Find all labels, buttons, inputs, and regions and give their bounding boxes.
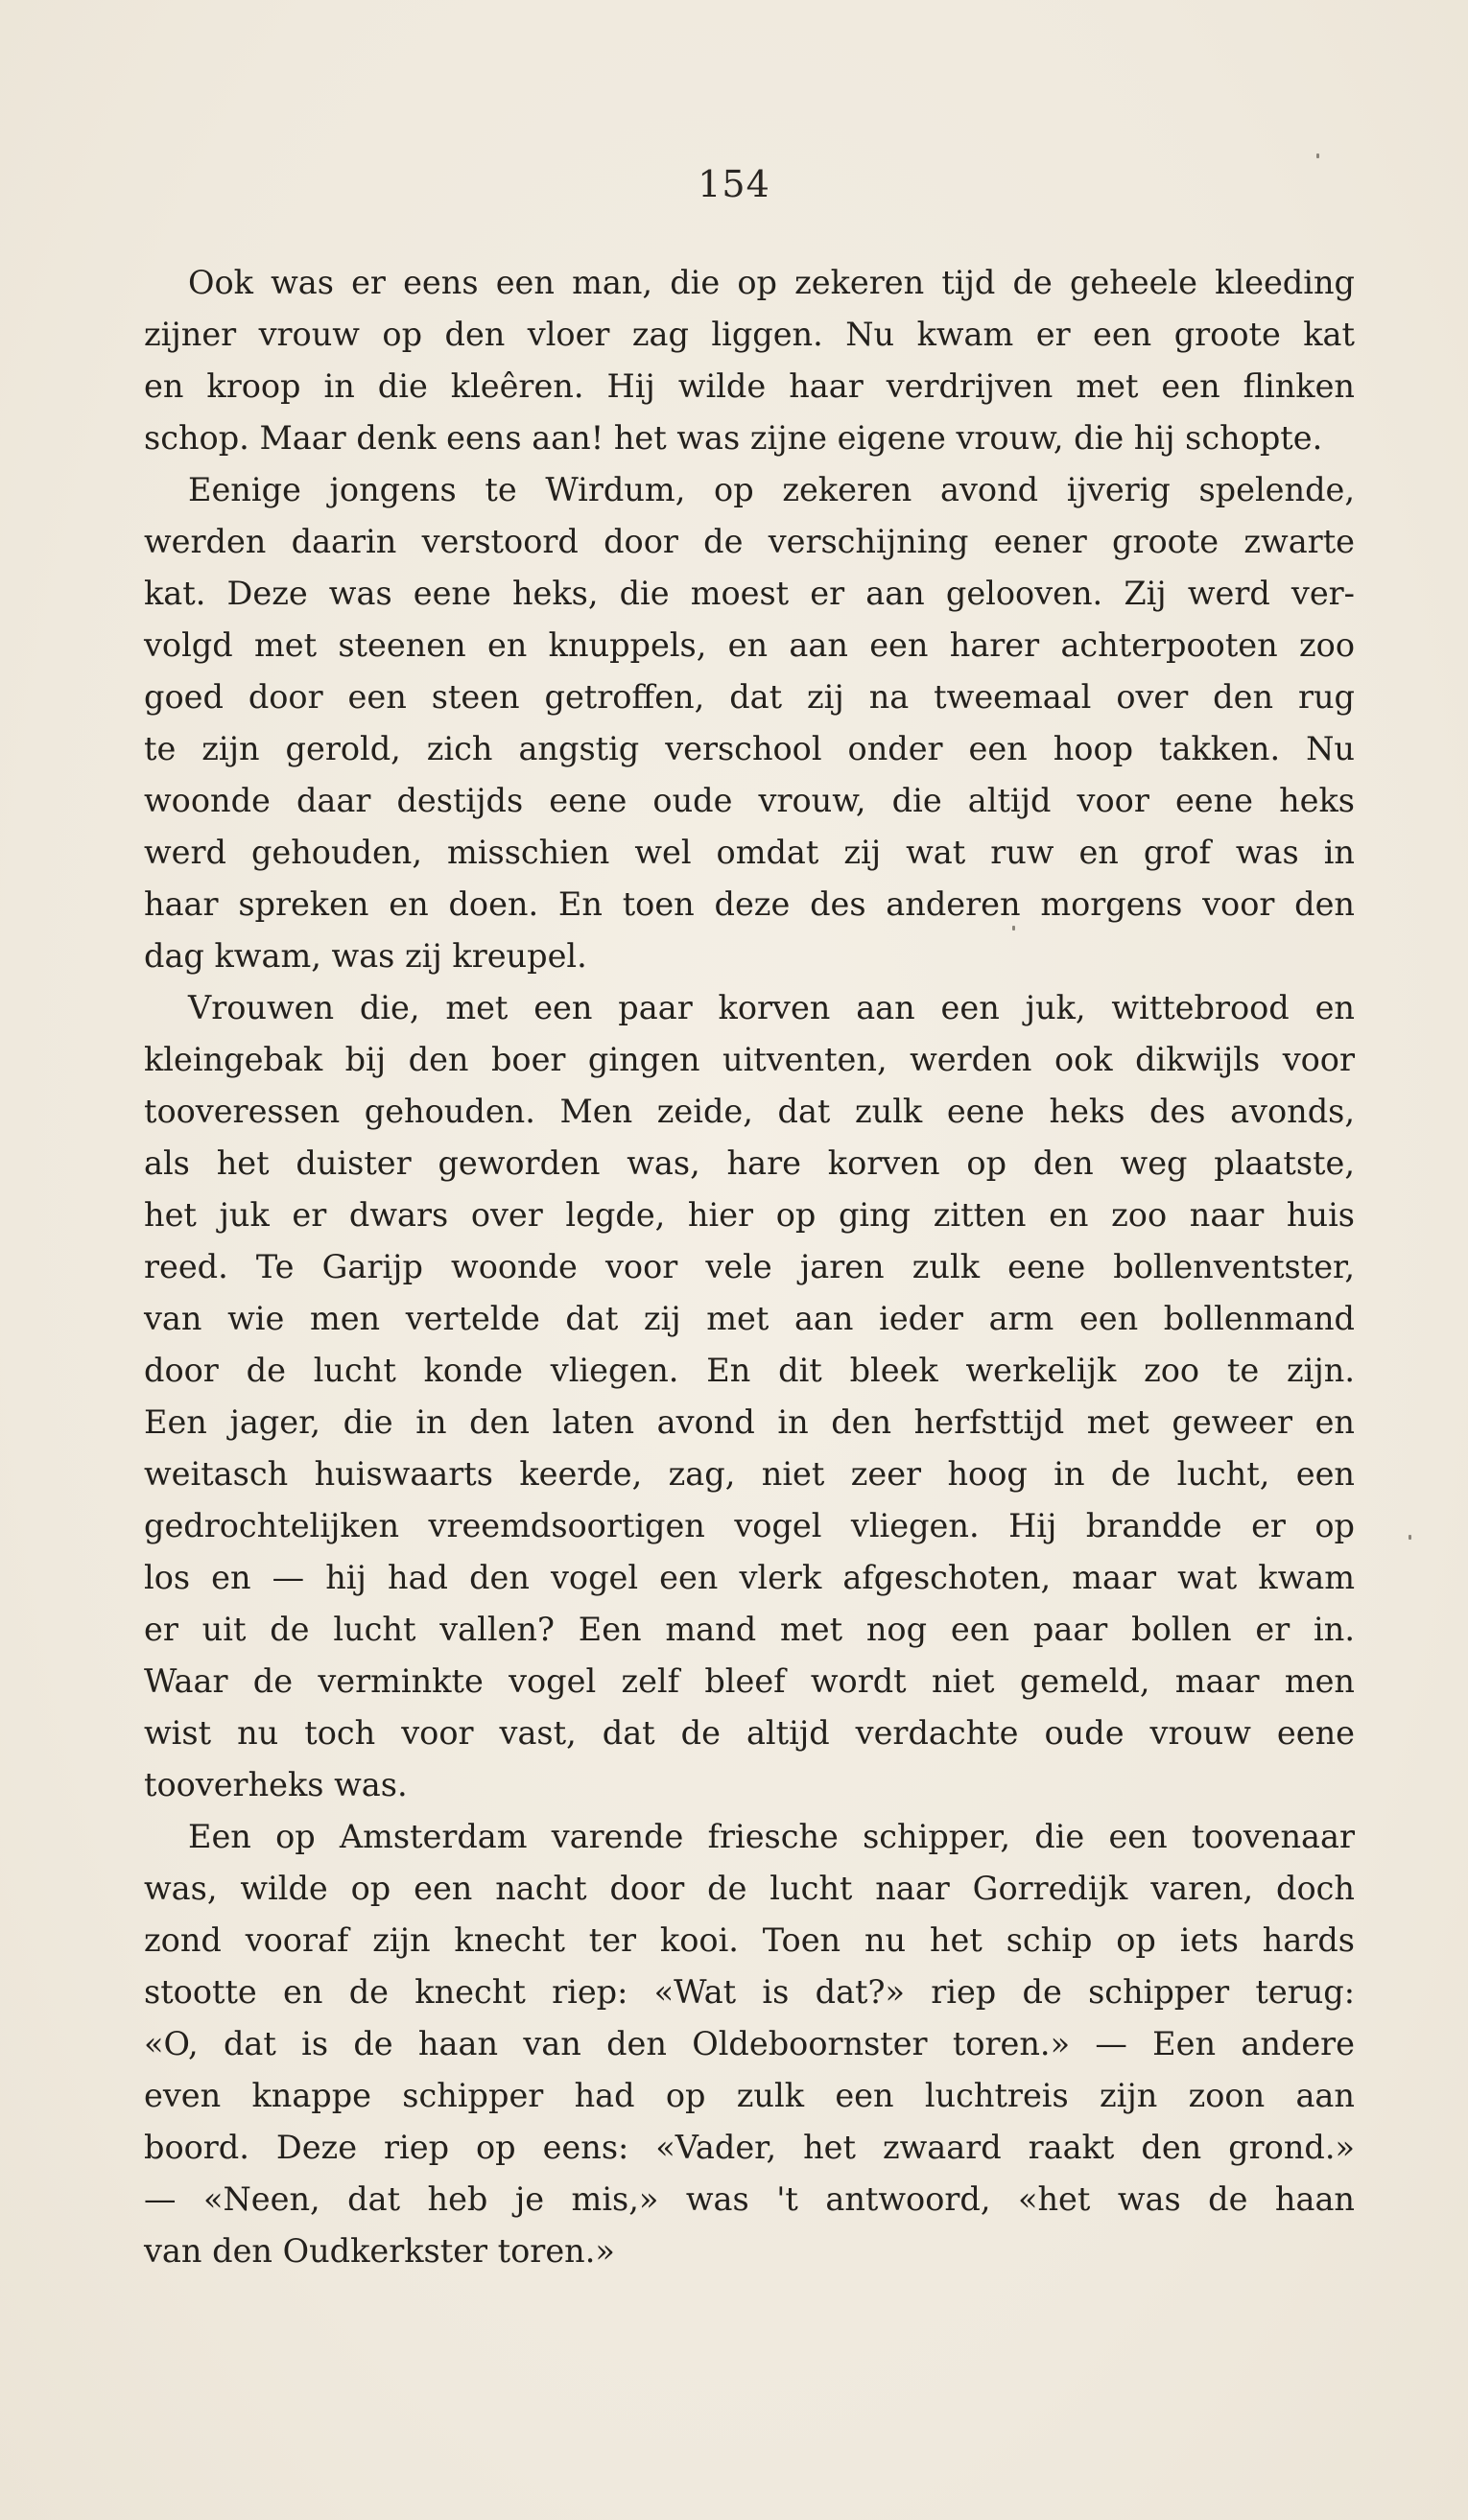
text-line: tooverheks was.: [144, 1766, 408, 1803]
text-line: te zijn gerold, zich angstig verschool onder een hoop takken. Nu: [144, 730, 1355, 767]
text-line: en kroop in die kleêren. Hij wilde haar verdrijven met een flinken: [144, 367, 1355, 405]
paper-speck: [1316, 153, 1319, 158]
text-line: tooveressen gehouden. Men zeide, dat zulk eene heks des avonds,: [144, 1093, 1355, 1130]
text-line: «O, dat is de haan van den Oldeboornster toren.» — Een andere: [144, 2025, 1355, 2062]
text-line: even knappe schipper had op zulk een luchtreis zijn zoon aan: [144, 2077, 1355, 2114]
text-line: woonde daar destijds eene oude vrouw, die altijd voor eene heks: [144, 782, 1355, 819]
text-line: was, wilde op een nacht door de lucht naar Gorredijk varen, doch: [144, 1870, 1355, 1907]
body-text: [144, 257, 1355, 2277]
text-line: door de lucht konde vliegen. En dit bleek werkelijk zoo te zijn.: [144, 1352, 1355, 1389]
text-line: stootte en de knecht riep: «Wat is dat?» riep de schipper terug:: [144, 1973, 1355, 2011]
page-number: 154: [698, 163, 770, 205]
text-line: weitasch huiswaarts keerde, zag, niet zeer hoog in de lucht, een: [144, 1455, 1355, 1493]
text-line: dag kwam, was zij kreupel.: [144, 937, 587, 975]
text-line: Waar de verminkte vogel zelf bleef wordt niet gemeld, maar men: [144, 1662, 1355, 1700]
text-line: haar spreken en doen. En toen deze des anderen morgens voor den: [144, 885, 1355, 923]
text-line: als het duister geworden was, hare korven op den weg plaatste,: [144, 1144, 1355, 1182]
text-line: — «Neen, dat heb je mis,» was 't antwoord, «het was de haan: [144, 2180, 1355, 2218]
text-line: van den Oudkerkster toren.»: [144, 2232, 615, 2270]
text-line: Een op Amsterdam varende friesche schipper, die een toovenaar: [188, 1818, 1355, 1855]
text-line: gedrochtelijken vreemdsoortigen vogel vliegen. Hij brandde er op: [144, 1507, 1355, 1544]
text-line: het juk er dwars over legde, hier op ging zitten en zoo naar huis: [144, 1196, 1355, 1234]
text-line: zond vooraf zijn knecht ter kooi. Toen nu het schip op iets hards: [144, 1921, 1355, 1959]
text-line: wist nu toch voor vast, dat de altijd verdachte oude vrouw eene: [144, 1714, 1355, 1752]
text-line: van wie men vertelde dat zij met aan ieder arm een bollenmand: [144, 1300, 1355, 1337]
text-line: Een jager, die in den laten avond in den herfsttijd met geweer en: [144, 1403, 1355, 1441]
text-line: kleingebak bij den boer gingen uitventen, werden ook dikwijls voor: [144, 1041, 1355, 1078]
text-line: reed. Te Garijp woonde voor vele jaren zulk eene bollenventster,: [144, 1248, 1355, 1285]
text-line: er uit de lucht vallen? Een mand met nog een paar bollen er in.: [144, 1611, 1355, 1648]
text-line: kat. Deze was eene heks, die moest er aan gelooven. Zij werd ver-: [144, 575, 1355, 612]
text-line: schop. Maar denk eens aan! het was zijne eigene vrouw, die hij schopte.: [144, 419, 1323, 457]
paper-speck: [1012, 926, 1015, 930]
text-line: zijner vrouw op den vloer zag liggen. Nu kwam er een groote kat: [144, 316, 1355, 353]
text-line: boord. Deze riep op eens: «Vader, het zwaard raakt den grond.»: [144, 2129, 1355, 2166]
text-line: goed door een steen getroffen, dat zij na tweemaal over den rug: [144, 678, 1355, 716]
text-line: Eenige jongens te Wirdum, op zekeren avond ijverig spelende,: [188, 471, 1355, 508]
text-line: Vrouwen die, met een paar korven aan een juk, wittebrood en: [188, 989, 1355, 1026]
text-line: Ook was er eens een man, die op zekeren tijd de geheele kleeding: [188, 264, 1355, 301]
text-line: los en — hij had den vogel een vlerk afgeschoten, maar wat kwam: [144, 1559, 1355, 1596]
text-line: volgd met steenen en knuppels, en aan een harer achterpooten zoo: [144, 626, 1355, 664]
text-line: werd gehouden, misschien wel omdat zij wat ruw en grof was in: [144, 834, 1355, 871]
text-line: werden daarin verstoord door de verschijning eener groote zwarte: [144, 523, 1355, 560]
paper-speck: [1409, 1535, 1411, 1540]
